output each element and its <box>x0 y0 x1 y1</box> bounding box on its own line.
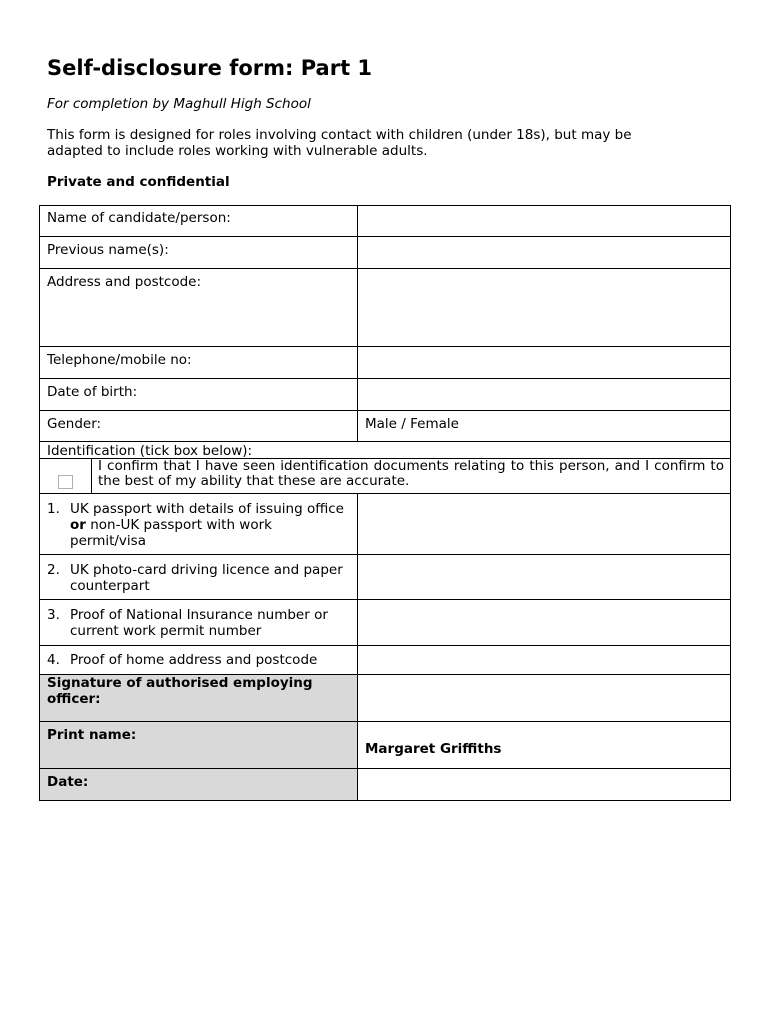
document-2-field[interactable] <box>358 555 731 599</box>
intro-paragraph: This form is designed for roles involving contact with children (under 18s), but may be adapted to include roles working with vulnerable adults. <box>47 127 632 159</box>
document-1-text-after: non-UK passport with work permit/visa <box>70 517 272 549</box>
date-label: Date: <box>39 769 358 800</box>
print-name-value[interactable]: Margaret Griffiths <box>358 722 731 768</box>
document-2-number: 2. <box>47 562 60 578</box>
dob-label: Date of birth: <box>39 379 358 410</box>
table-row-document-1 <box>39 494 731 555</box>
print-name-label: Print name: <box>39 722 358 768</box>
document-2-text: UK photo-card driving licence and paper counterpart <box>70 562 343 594</box>
table-row-document-2 <box>39 555 731 600</box>
document-3-number: 3. <box>47 607 60 623</box>
document-4-text: Proof of home address and postcode <box>70 652 318 668</box>
address-field[interactable] <box>358 269 731 346</box>
table-row-dob <box>39 379 731 411</box>
table-row-date <box>39 769 731 801</box>
document-4-field[interactable] <box>358 646 731 674</box>
table-row-confirm <box>39 459 731 494</box>
document-2-label <box>39 555 358 599</box>
table-row-address <box>39 269 731 347</box>
signature-label: Signature of authorised employing officer: <box>39 675 358 721</box>
table-row-document-4 <box>39 646 731 675</box>
document-3-label <box>39 600 358 645</box>
document-1-text-before: UK passport with details of issuing office <box>70 501 344 517</box>
signature-field[interactable] <box>358 675 731 721</box>
document-3-text: Proof of National Insurance number or current work permit number <box>70 607 328 639</box>
page-title: Self-disclosure form: Part 1 <box>47 56 373 80</box>
table-row-identification <box>39 442 731 459</box>
date-field[interactable] <box>358 769 731 800</box>
subtitle: For completion by Maghull High School <box>47 96 311 112</box>
confirm-statement: I confirm that I have seen identification documents relating to this person, and I confirm to the best of my ability that these are accurate. <box>92 459 731 493</box>
table-row-previous-names <box>39 237 731 269</box>
name-label: Name of candidate/person: <box>39 205 358 236</box>
private-confidential-label: Private and confidential <box>47 174 230 190</box>
table-row-name <box>39 205 731 237</box>
table-row-print-name <box>39 722 731 769</box>
gender-label: Gender: <box>39 411 358 441</box>
document-1-label <box>39 494 358 554</box>
telephone-field[interactable] <box>358 347 731 378</box>
name-field[interactable] <box>358 205 731 236</box>
table-row-telephone <box>39 347 731 379</box>
document-3-field[interactable] <box>358 600 731 645</box>
telephone-label: Telephone/mobile no: <box>39 347 358 378</box>
document-1-field[interactable] <box>358 494 731 554</box>
table-row-signature <box>39 675 731 722</box>
previous-names-field[interactable] <box>358 237 731 268</box>
document-1-text-bold: or <box>70 517 86 533</box>
address-label: Address and postcode: <box>39 269 358 346</box>
document-4-label <box>39 646 358 674</box>
document-1-number: 1. <box>47 501 60 517</box>
tick-box-cell <box>39 459 92 493</box>
document-1-text <box>70 501 349 549</box>
gender-value[interactable]: Male / Female <box>358 411 731 441</box>
table-row-document-3 <box>39 600 731 646</box>
document-4-number: 4. <box>47 652 60 668</box>
identification-label: Identification (tick box below): <box>39 442 731 458</box>
identification-checkbox[interactable] <box>58 475 73 489</box>
previous-names-label: Previous name(s): <box>39 237 358 268</box>
table-row-gender <box>39 411 731 442</box>
dob-field[interactable] <box>358 379 731 410</box>
